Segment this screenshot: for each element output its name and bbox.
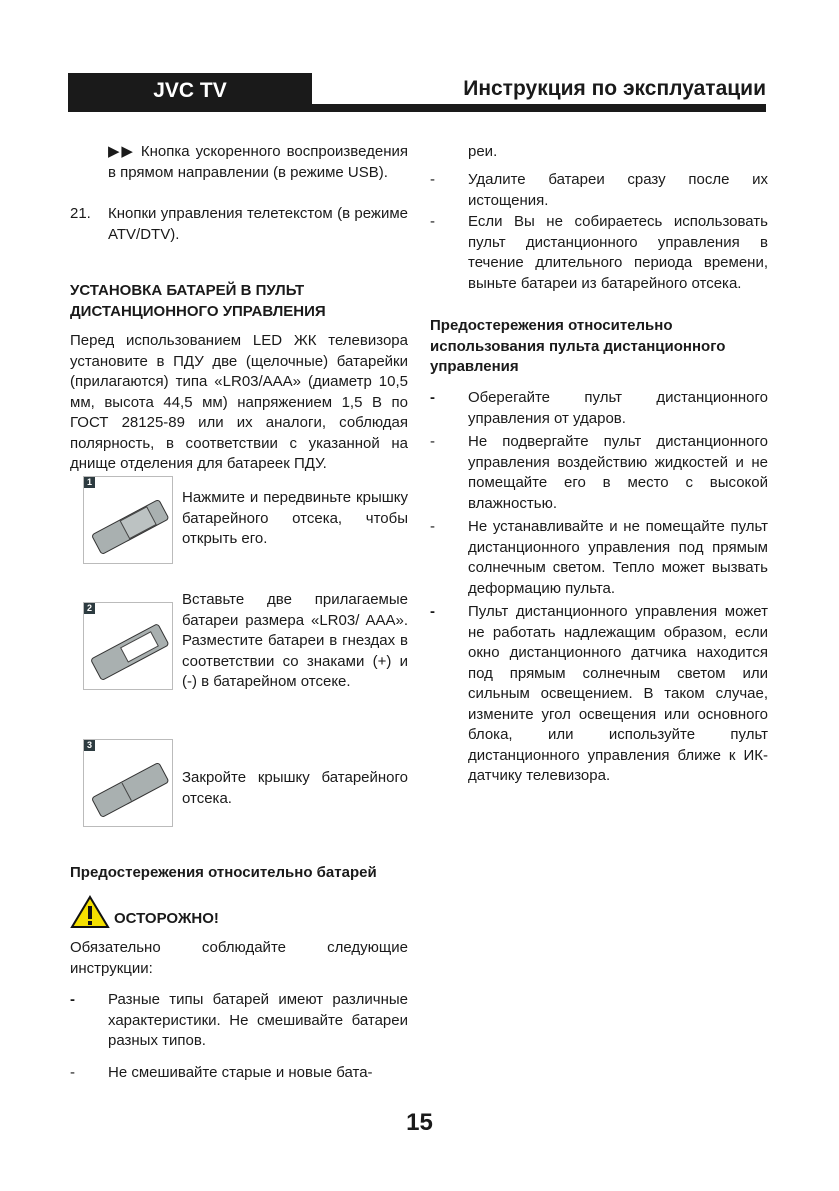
item-number: 21. <box>70 205 91 222</box>
caution-label <box>70 895 219 929</box>
step-text: Вставьте две прилагаемые батареи размера «LR03/ AAA». Разместите батареи в гнездах в соответствии со знаками (+) и (-) в батарейном отсеке. <box>182 591 408 690</box>
bullet-dash: - <box>430 389 435 406</box>
step-figure-3 <box>83 739 173 827</box>
remote-batteries-icon <box>84 603 172 689</box>
remote-open-icon <box>84 477 172 563</box>
battery-heading: Предостережения относительно батарей <box>70 864 377 881</box>
bullet-dash: - <box>70 991 75 1008</box>
page-number: 15 <box>406 1109 433 1136</box>
list-item: Не устанавливайте и не помещайте пульт дистанционного управления под прямым солнечным светом. Тепло может вызвать деформацию пульта. <box>468 518 768 597</box>
step-number: 1 <box>84 477 95 488</box>
step-text: Нажмите и передвиньте крышку батарейного отсека, чтобы открыть его. <box>182 489 408 547</box>
list-item: Если Вы не собираетесь использовать пульт дистанционного управления в течение длительного периода времени, выньте батареи из батарейного отсека. <box>468 213 768 292</box>
bullet-dash: - <box>430 433 435 450</box>
list-item: Пульт дистанционного управления может не работать надлежащим образом, если окно дистанционного датчика находится под прямым солнечным светом или сильным освещением. В таком случае, измените угол освещения или основного блока, или используйте пульт дистанционного управления ближе к ИК-датчику телевизора. <box>468 603 768 784</box>
step-number: 3 <box>84 740 95 751</box>
list-item: Разные типы батарей имеют различные характеристики. Не смешивайте батареи разных типов. <box>108 991 408 1049</box>
bullet-dash: - <box>430 171 435 188</box>
section-heading: УСТАНОВКА БАТАРЕЙ В ПУЛЬТ ДИСТАНЦИОННОГО УПРАВЛЕНИЯ <box>70 282 326 320</box>
list-item: Не подвергайте пульт дистанционного управления воздействию жидкостей и не помещайте его в место с высокой влажностью. <box>468 433 768 512</box>
brand-label: JVC TV <box>68 73 312 112</box>
bullet-dash: - <box>430 603 435 620</box>
list-item: Не смешивайте старые и новые бата- <box>108 1064 373 1081</box>
step-number: 2 <box>84 603 95 614</box>
teletext-desc: Кнопки управления телетекстом (в режиме ATV/DTV). <box>108 205 408 243</box>
caution-text: ОСТОРОЖНО! <box>114 909 219 927</box>
list-item: Оберегайте пульт дистанционного управления от ударов. <box>468 389 768 427</box>
bullet-dash: - <box>430 518 435 535</box>
bullet-dash: - <box>70 1064 75 1081</box>
page-title: Инструкция по эксплуатации <box>463 77 766 100</box>
remote-precautions-heading: Предостережения относительно использования пульта дистанционного управления <box>430 317 726 375</box>
step-figure-2 <box>83 602 173 690</box>
continued-text: реи. <box>468 143 498 160</box>
caution-intro: Обязательно соблюдайте следующие инструкции: <box>70 939 408 977</box>
remote-closed-icon <box>84 740 172 826</box>
list-item: Удалите батареи сразу после их истощения. <box>468 171 768 209</box>
step-figure-1 <box>83 476 173 564</box>
intro-paragraph: Перед использованием LED ЖК телевизора установите в ПДУ две (щелочные) батарейки (прилагаются) типа «LR03/AAA» (диаметр 10,5 мм, высота 44,5 мм) напряжением 1,5 В по ГОСТ 28125-89 или их аналоги, соблюдая полярность, в соответствии с указанной на днище отделения для батареек ПДУ. <box>70 332 408 472</box>
header-rule <box>312 104 766 112</box>
warning-icon <box>70 895 110 929</box>
ff-button-desc: ▶▶ Кнопка ускоренного воспроизведения в прямом направлении (в режиме USB). <box>108 143 408 181</box>
bullet-dash: - <box>430 213 435 230</box>
step-text: Закройте крышку батарейного отсека. <box>182 769 408 807</box>
